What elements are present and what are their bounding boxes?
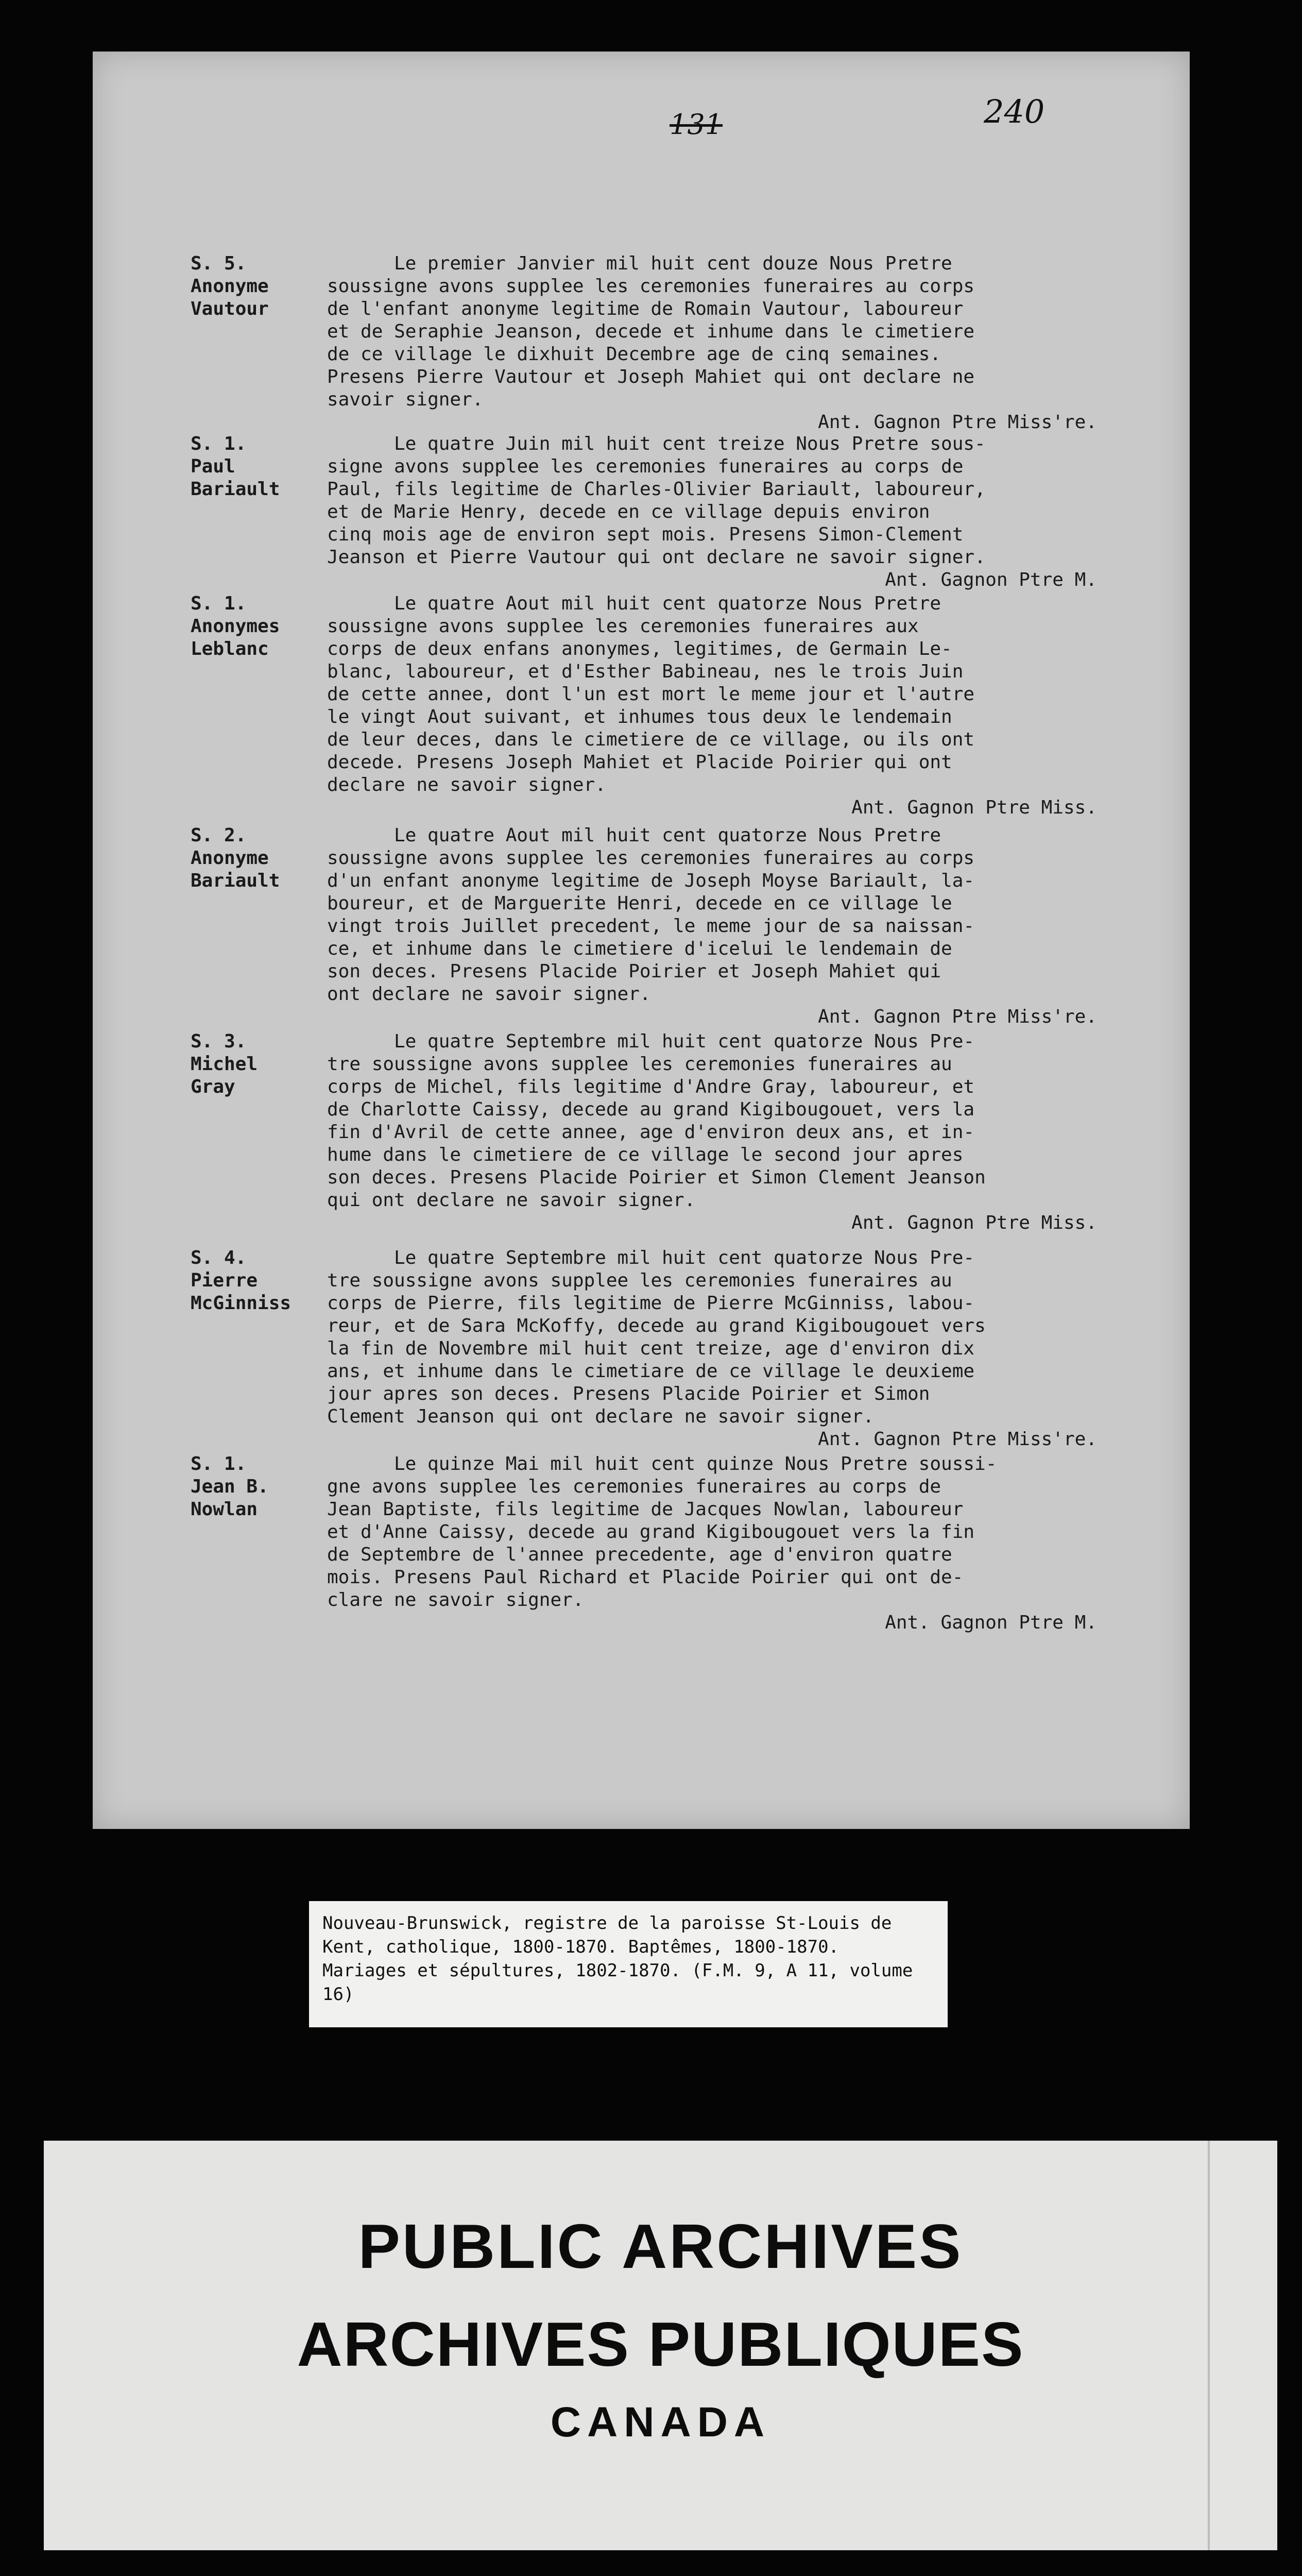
entry-line: soussigne avons supplee les ceremonies funeraires au corps [327, 848, 975, 869]
entry-text [327, 824, 1159, 1028]
label-line: 16) [322, 1984, 354, 2005]
entry-line: Paul, fils legitime de Charles-Olivier Bariault, laboureur, [327, 479, 986, 500]
entry-line: jour apres son deces. Presens Placide Poirier et Simon [327, 1383, 930, 1404]
entry-line: qui ont declare ne savoir signer. [327, 1190, 696, 1211]
entry-line: de Charlotte Caissy, decede au grand Kigibougouet, vers la [327, 1099, 975, 1120]
archives-card [44, 2141, 1277, 2550]
entry-margin-note [191, 1030, 299, 1098]
entry-line: decede. Presens Joseph Mahiet et Placide Poirier qui ont [327, 752, 952, 773]
entry-line: ans, et inhume dans le cimetiare de ce village le deuxieme [327, 1361, 975, 1382]
entry-margin-note [191, 252, 299, 320]
margin-line: Vautour [191, 298, 269, 319]
entry-line: boureur, et de Marguerite Henri, decede en ce village le [327, 893, 952, 914]
entry-line: de Septembre de l'annee precedente, age d'environ quatre [327, 1544, 952, 1565]
priest-signature: Ant. Gagnon Ptre Miss're. [818, 412, 1097, 433]
margin-line: Michel [191, 1054, 258, 1075]
entry-text [327, 592, 1159, 819]
entry-line: son deces. Presens Placide Poirier et Joseph Mahiet qui [327, 961, 941, 982]
priest-signature: Ant. Gagnon Ptre M. [885, 1612, 1097, 1633]
label-line: Nouveau-Brunswick, registre de la paroisse St-Louis de [322, 1913, 892, 1934]
margin-line: Bariault [191, 479, 280, 500]
entry-line: tre soussigne avons supplee les ceremonies funeraires au [327, 1054, 952, 1075]
margin-line: S. 1. [191, 593, 247, 614]
entry-line: hume dans le cimetiere de ce village le second jour apres [327, 1144, 964, 1165]
margin-line: Anonymes [191, 616, 280, 637]
entry-line: Le quatre Septembre mil huit cent quatorze Nous Pre- [394, 1247, 975, 1268]
margin-line: S. 3. [191, 1031, 247, 1052]
entry-line: Le premier Janvier mil huit cent douze Nous Pretre [394, 253, 952, 274]
entry-line: Le quatre Septembre mil huit cent quatorze Nous Pre- [394, 1031, 975, 1052]
entry-line: reur, et de Sara McKoffy, decede au grand Kigibougouet vers [327, 1315, 986, 1336]
entry-text [327, 433, 1159, 591]
margin-line: Leblanc [191, 638, 269, 659]
label-line: Mariages et sépultures, 1802-1870. (F.M. 9, A 11, volume [322, 1960, 913, 1981]
entry-line: soussigne avons supplee les ceremonies funeraires au corps [327, 276, 975, 297]
entry-text [327, 1030, 1159, 1234]
margin-line: S. 2. [191, 825, 247, 846]
entry-line: Le quatre Juin mil huit cent treize Nous Pretre sous- [394, 433, 986, 454]
entry-line: vingt trois Juillet precedent, le meme jour de sa naissan- [327, 916, 975, 937]
archives-title-fr: ARCHIVES PUBLIQUES [297, 2309, 1024, 2379]
entry-line: declare ne savoir signer. [327, 774, 606, 795]
entry-line: savoir signer. [327, 389, 484, 410]
archives-title-en: PUBLIC ARCHIVES [358, 2211, 963, 2281]
entry-line: corps de Pierre, fils legitime de Pierre McGinniss, labou- [327, 1293, 975, 1314]
margin-line: Nowlan [191, 1499, 258, 1520]
margin-line: Anonyme [191, 848, 269, 869]
entry-line: d'un enfant anonyme legitime de Joseph Moyse Bariault, la- [327, 870, 975, 891]
entry-line: Jean Baptiste, fils legitime de Jacques Nowlan, laboureur [327, 1499, 964, 1520]
entry-line: de leur deces, dans le cimetiere de ce village, ou ils ont [327, 729, 975, 750]
entry-line: cinq mois age de environ sept mois. Presens Simon-Clement [327, 524, 964, 545]
entry-line: corps de Michel, fils legitime d'Andre Gray, laboureur, et [327, 1076, 975, 1097]
entry-line: clare ne savoir signer. [327, 1589, 584, 1611]
entry-text [327, 252, 1159, 434]
collection-label [309, 1901, 948, 2027]
margin-line: S. 1. [191, 1453, 247, 1475]
margin-line: Anonyme [191, 276, 269, 297]
entry-line: tre soussigne avons supplee les ceremonies funeraires au [327, 1270, 952, 1291]
entry-line: signe avons supplee les ceremonies funeraires au corps de [327, 456, 964, 477]
struck-folio-number: 131 [670, 108, 723, 141]
entry-line: corps de deux enfans anonymes, legitimes, de Germain Le- [327, 638, 952, 659]
priest-signature: Ant. Gagnon Ptre Miss. [851, 797, 1097, 818]
margin-line: S. 1. [191, 433, 247, 454]
priest-signature: Ant. Gagnon Ptre Miss're. [818, 1429, 1097, 1450]
entry-line: mois. Presens Paul Richard et Placide Poirier qui ont de- [327, 1567, 964, 1588]
margin-line: Jean B. [191, 1476, 269, 1497]
priest-signature: Ant. Gagnon Ptre Miss. [851, 1212, 1097, 1233]
priest-signature: Ant. Gagnon Ptre Miss're. [818, 1006, 1097, 1027]
entry-line: gne avons supplee les ceremonies funeraires au corps de [327, 1476, 941, 1497]
entry-line: le vingt Aout suivant, et inhumes tous deux le lendemain [327, 706, 952, 727]
entry-margin-note [191, 824, 299, 892]
margin-line: McGinniss [191, 1293, 292, 1314]
folio-number: 240 [984, 93, 1045, 130]
entry-line: et d'Anne Caissy, decede au grand Kigibougouet vers la fin [327, 1521, 975, 1543]
entry-line: Le quatre Aout mil huit cent quatorze Nous Pretre [394, 825, 941, 846]
archives-country: CANADA [550, 2399, 771, 2446]
entry-line: Clement Jeanson qui ont declare ne savoir signer. [327, 1406, 875, 1427]
entry-line: ont declare ne savoir signer. [327, 984, 651, 1005]
entry-margin-note [191, 1247, 299, 1315]
entry-line: soussigne avons supplee les ceremonies funeraires aux [327, 616, 919, 637]
register-page [93, 52, 1190, 1829]
margin-line: Gray [191, 1076, 235, 1097]
entry-line: Jeanson et Pierre Vautour qui ont declare ne savoir signer. [327, 547, 986, 568]
priest-signature: Ant. Gagnon Ptre M. [885, 569, 1097, 590]
margin-line: Bariault [191, 870, 280, 891]
entry-line: son deces. Presens Placide Poirier et Simon Clement Jeanson [327, 1167, 986, 1188]
entry-line: et de Marie Henry, decede en ce village depuis environ [327, 501, 930, 522]
entry-line: de cette annee, dont l'un est mort le meme jour et l'autre [327, 684, 975, 705]
margin-line: Paul [191, 456, 235, 477]
entry-line: Presens Pierre Vautour et Joseph Mahiet qui ont declare ne [327, 366, 975, 387]
entry-line: Le quatre Aout mil huit cent quatorze Nous Pretre [394, 593, 941, 614]
entry-line: blanc, laboureur, et d'Esther Babineau, nes le trois Juin [327, 661, 964, 682]
entry-margin-note [191, 592, 299, 660]
entry-line: et de Seraphie Jeanson, decede et inhume dans le cimetiere [327, 321, 975, 342]
entry-line: Le quinze Mai mil huit cent quinze Nous Pretre soussi- [394, 1453, 997, 1475]
entry-line: de l'enfant anonyme legitime de Romain Vautour, laboureur [327, 298, 964, 319]
margin-line: S. 4. [191, 1247, 247, 1268]
entry-line: de ce village le dixhuit Decembre age de cinq semaines. [327, 344, 941, 365]
margin-line: S. 5. [191, 253, 247, 274]
margin-line: Pierre [191, 1270, 258, 1291]
entry-margin-note [191, 433, 299, 501]
entry-margin-note [191, 1453, 299, 1521]
entry-line: ce, et inhume dans le cimetiere d'icelui le lendemain de [327, 938, 952, 959]
entry-text [327, 1247, 1159, 1451]
label-line: Kent, catholique, 1800-1870. Baptêmes, 1800-1870. [322, 1937, 840, 1957]
entry-line: fin d'Avril de cette annee, age d'environ deux ans, et in- [327, 1122, 975, 1143]
entry-line: la fin de Novembre mil huit cent treize, age d'environ dix [327, 1338, 975, 1359]
entry-text [327, 1453, 1159, 1634]
